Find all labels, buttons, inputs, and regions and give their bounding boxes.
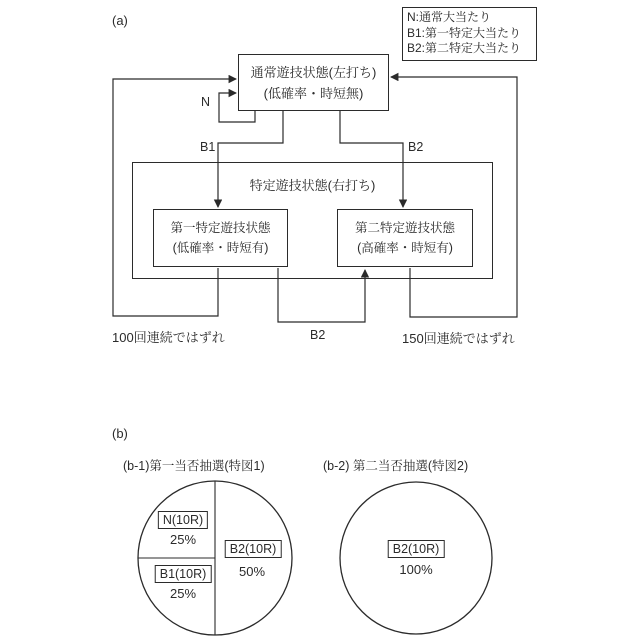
pie1-slice-b2-pct: 50% [238,564,266,579]
section-b-label: (b) [112,426,128,441]
normal-state-box [238,54,389,111]
legend-item-b2: B2:第二特定大当たり [407,41,522,55]
legend-box [402,7,537,61]
first-special-state-box [153,209,288,267]
legend-item-n: N:通常大当たり [407,10,492,24]
pie1-slice-n-pct: 25% [169,532,197,547]
left-return-label: 100回連続ではずれ [112,330,225,345]
first-special-line2: (低確率・時短有) [172,241,269,255]
edge-label-b2-bottom: B2 [310,328,326,342]
edge-label-b1: B1 [200,140,216,154]
pie1-slice-b2-label: B2(10R) [225,540,282,558]
pie2-title: (b-2) 第二当否抽選(特図2) [323,459,469,473]
normal-state-line1: 通常遊技状態(左打ち) [250,64,377,80]
legend-item-b1: B1:第一特定大当たり [407,25,522,40]
edge-label-n: N [201,95,211,109]
second-special-line1: 第二特定遊技状態 [354,221,455,235]
pie2-circle [340,482,492,634]
pie1-slice-b1-pct: 25% [169,586,197,601]
right-return-label: 150回連続ではずれ [402,331,515,346]
pie2-slice-b2-pct: 100% [399,562,433,577]
second-special-line2: (高確率・時短有) [357,241,453,255]
normal-state-line2: (低確率・時短無) [263,85,364,101]
pie1-slice-b1-label: B1(10R) [155,565,212,583]
pie2-slice-b2-label: B2(10R) [388,540,445,558]
edge-label-b2-top: B2 [408,140,424,154]
special-state-title: 特定遊技状態(右打ち) [249,178,376,193]
pie1-title: (b-1)第一当否抽選(特図1) [123,459,265,473]
section-a-label: (a) [112,13,128,28]
first-special-line1: 第一特定遊技状態 [170,221,271,235]
second-special-state-box [337,209,473,267]
pie1-slice-n-label: N(10R) [158,511,208,529]
